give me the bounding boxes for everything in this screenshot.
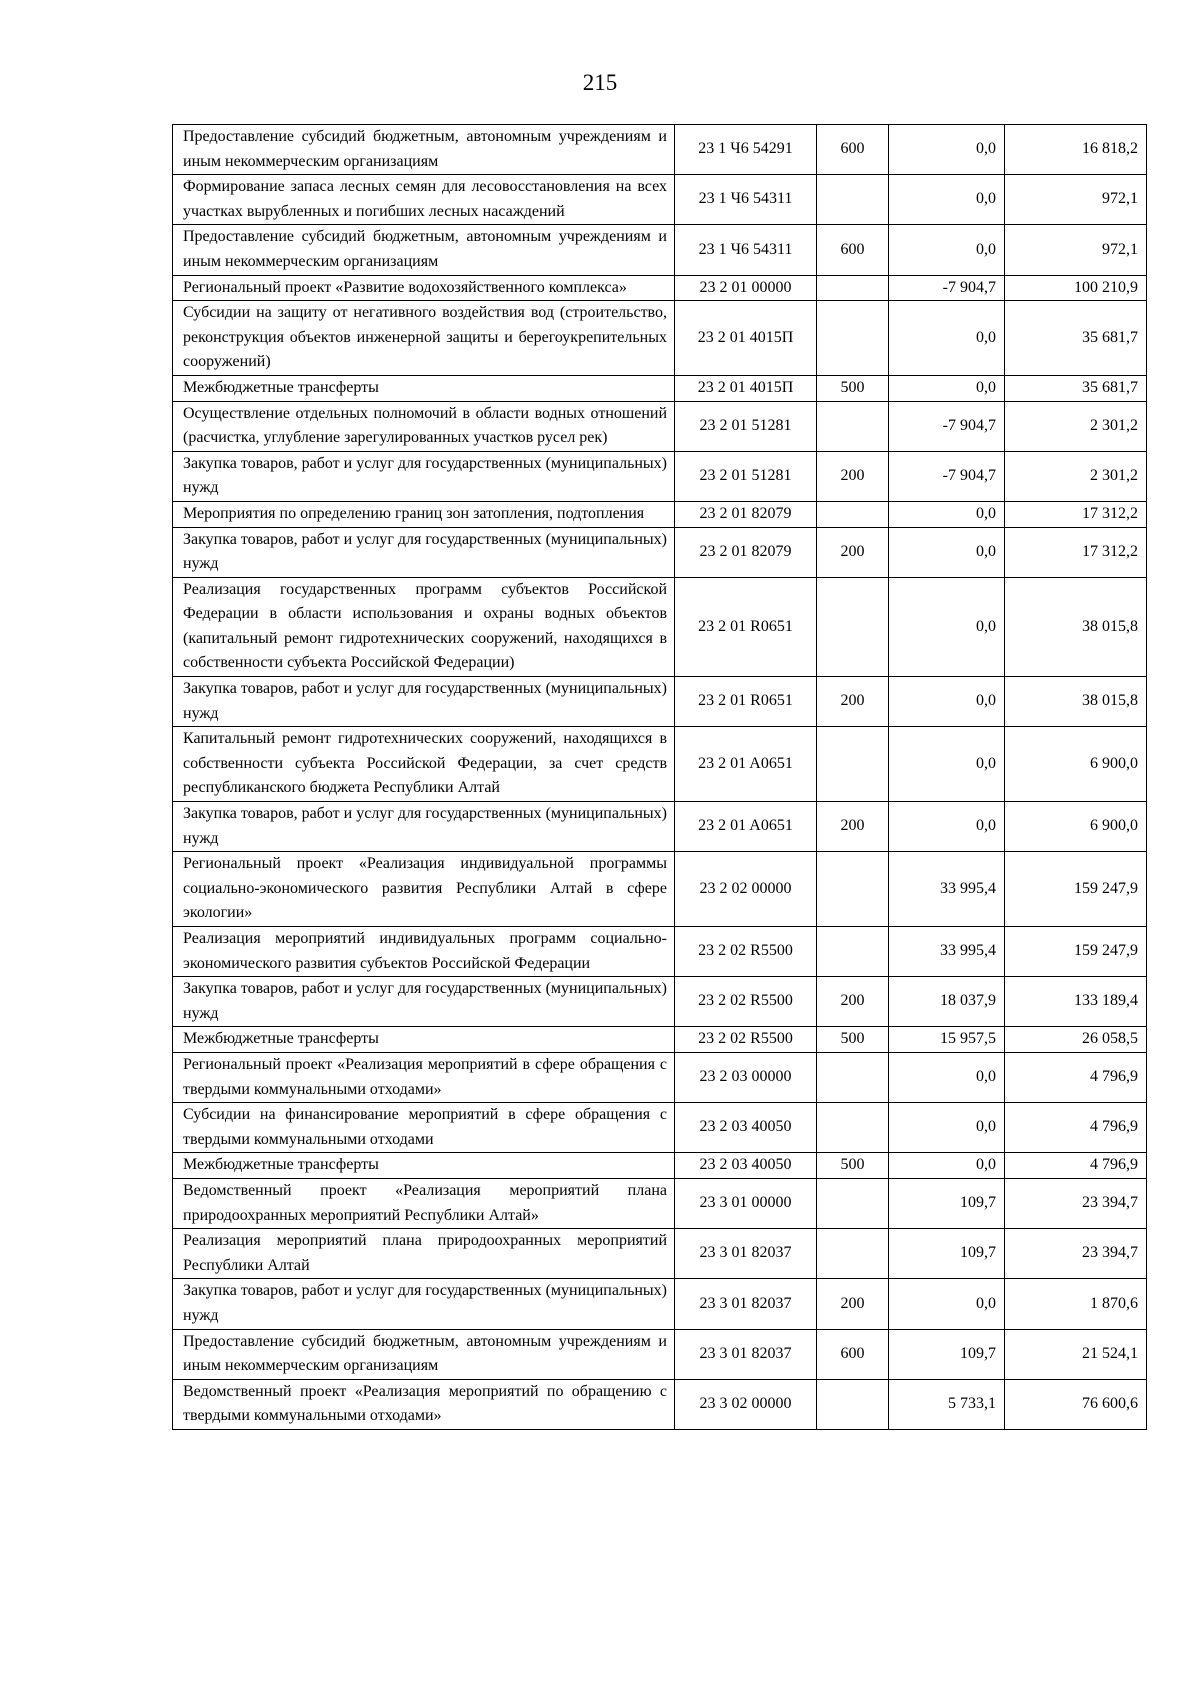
cell-expense-type: 200	[817, 1279, 889, 1329]
cell-change-amount: -7 904,7	[889, 401, 1005, 451]
cell-code: 23 3 01 82037	[675, 1279, 817, 1329]
cell-code: 23 3 01 82037	[675, 1329, 817, 1379]
cell-total-amount: 972,1	[1005, 225, 1147, 275]
cell-total-amount: 2 301,2	[1005, 451, 1147, 501]
cell-total-amount: 1 870,6	[1005, 1279, 1147, 1329]
cell-total-amount: 972,1	[1005, 175, 1147, 225]
cell-change-amount: -7 904,7	[889, 275, 1005, 301]
cell-code: 23 2 01 R0651	[675, 577, 817, 676]
cell-change-amount: -7 904,7	[889, 451, 1005, 501]
table-row	[173, 301, 1147, 376]
cell-name: Региональный проект «Развитие водохозяйственного комплекса»	[173, 275, 675, 301]
cell-total-amount: 159 247,9	[1005, 927, 1147, 977]
cell-name: Закупка товаров, работ и услуг для государственных (муниципальных) нужд	[173, 451, 675, 501]
cell-name: Реализация мероприятий индивидуальных программ социально-экономического развития субъектов Российской Федерации	[173, 927, 675, 977]
cell-expense-type: 500	[817, 1153, 889, 1179]
cell-code: 23 2 01 A0651	[675, 802, 817, 852]
table-row	[173, 1329, 1147, 1379]
cell-name: Закупка товаров, работ и услуг для государственных (муниципальных) нужд	[173, 527, 675, 577]
cell-code: 23 2 01 51281	[675, 401, 817, 451]
cell-name: Закупка товаров, работ и услуг для государственных (муниципальных) нужд	[173, 977, 675, 1027]
cell-change-amount: 109,7	[889, 1229, 1005, 1279]
cell-code: 23 2 02 R5500	[675, 977, 817, 1027]
cell-expense-type: 500	[817, 375, 889, 401]
cell-code: 23 2 01 00000	[675, 275, 817, 301]
cell-name: Межбюджетные трансферты	[173, 375, 675, 401]
cell-total-amount: 38 015,8	[1005, 677, 1147, 727]
cell-name: Формирование запаса лесных семян для лесовосстановления на всех участках вырубленных и погибших лесных насаждений	[173, 175, 675, 225]
table-row	[173, 677, 1147, 727]
cell-change-amount: 0,0	[889, 501, 1005, 527]
cell-expense-type	[817, 1178, 889, 1228]
cell-change-amount: 109,7	[889, 1329, 1005, 1379]
cell-total-amount: 159 247,9	[1005, 852, 1147, 927]
cell-code: 23 3 01 82037	[675, 1229, 817, 1279]
cell-total-amount: 38 015,8	[1005, 577, 1147, 676]
cell-total-amount: 23 394,7	[1005, 1229, 1147, 1279]
table-row	[173, 1027, 1147, 1053]
cell-total-amount: 23 394,7	[1005, 1178, 1147, 1228]
cell-name: Предоставление субсидий бюджетным, автономным учреждениям и иным некоммерческим организациям	[173, 125, 675, 175]
cell-total-amount: 16 818,2	[1005, 125, 1147, 175]
cell-expense-type	[817, 501, 889, 527]
cell-total-amount: 133 189,4	[1005, 977, 1147, 1027]
budget-table-body	[173, 125, 1147, 1430]
cell-total-amount: 17 312,2	[1005, 501, 1147, 527]
cell-total-amount: 6 900,0	[1005, 727, 1147, 802]
cell-expense-type	[817, 301, 889, 376]
cell-change-amount: 0,0	[889, 125, 1005, 175]
cell-change-amount: 0,0	[889, 175, 1005, 225]
table-row	[173, 802, 1147, 852]
cell-change-amount: 109,7	[889, 1178, 1005, 1228]
cell-code: 23 1 Ч6 54311	[675, 175, 817, 225]
cell-expense-type: 600	[817, 225, 889, 275]
table-row	[173, 225, 1147, 275]
table-row	[173, 275, 1147, 301]
cell-total-amount: 35 681,7	[1005, 301, 1147, 376]
table-row	[173, 1229, 1147, 1279]
cell-change-amount: 0,0	[889, 727, 1005, 802]
cell-expense-type	[817, 275, 889, 301]
cell-name: Реализация мероприятий плана природоохранных мероприятий Республики Алтай	[173, 1229, 675, 1279]
cell-expense-type	[817, 175, 889, 225]
cell-name: Осуществление отдельных полномочий в области водных отношений (расчистка, углубление зарегулированных участков русел рек)	[173, 401, 675, 451]
cell-change-amount: 0,0	[889, 527, 1005, 577]
cell-total-amount: 2 301,2	[1005, 401, 1147, 451]
cell-expense-type: 600	[817, 1329, 889, 1379]
cell-total-amount: 17 312,2	[1005, 527, 1147, 577]
table-row	[173, 1052, 1147, 1102]
cell-change-amount: 0,0	[889, 1103, 1005, 1153]
table-row	[173, 375, 1147, 401]
table-row	[173, 727, 1147, 802]
cell-expense-type	[817, 852, 889, 927]
table-row	[173, 1279, 1147, 1329]
cell-total-amount: 21 524,1	[1005, 1329, 1147, 1379]
cell-expense-type: 600	[817, 125, 889, 175]
cell-name: Закупка товаров, работ и услуг для государственных (муниципальных) нужд	[173, 1279, 675, 1329]
cell-change-amount: 0,0	[889, 1052, 1005, 1102]
cell-code: 23 2 02 R5500	[675, 927, 817, 977]
cell-code: 23 3 02 00000	[675, 1379, 817, 1429]
cell-change-amount: 0,0	[889, 1279, 1005, 1329]
cell-total-amount: 4 796,9	[1005, 1103, 1147, 1153]
cell-change-amount: 0,0	[889, 677, 1005, 727]
cell-code: 23 2 01 51281	[675, 451, 817, 501]
table-row	[173, 1379, 1147, 1429]
cell-name: Субсидии на защиту от негативного воздействия вод (строительство, реконструкция объектов инженерной защиты и берегоукрепительных сооружений)	[173, 301, 675, 376]
table-row	[173, 1178, 1147, 1228]
cell-name: Ведомственный проект «Реализация мероприятий плана природоохранных мероприятий Республики Алтай»	[173, 1178, 675, 1228]
cell-change-amount: 33 995,4	[889, 852, 1005, 927]
cell-code: 23 2 02 00000	[675, 852, 817, 927]
table-row	[173, 577, 1147, 676]
cell-change-amount: 5 733,1	[889, 1379, 1005, 1429]
table-row	[173, 1103, 1147, 1153]
cell-name: Предоставление субсидий бюджетным, автономным учреждениям и иным некоммерческим организациям	[173, 1329, 675, 1379]
cell-change-amount: 0,0	[889, 301, 1005, 376]
cell-change-amount: 0,0	[889, 577, 1005, 676]
cell-name: Субсидии на финансирование мероприятий в сфере обращения с твердыми коммунальными отходами	[173, 1103, 675, 1153]
cell-name: Мероприятия по определению границ зон затопления, подтопления	[173, 501, 675, 527]
cell-name: Закупка товаров, работ и услуг для государственных (муниципальных) нужд	[173, 677, 675, 727]
table-row	[173, 927, 1147, 977]
cell-name: Межбюджетные трансферты	[173, 1027, 675, 1053]
budget-table	[172, 124, 1147, 1430]
cell-expense-type	[817, 1052, 889, 1102]
cell-code: 23 2 03 00000	[675, 1052, 817, 1102]
cell-expense-type	[817, 401, 889, 451]
table-row	[173, 977, 1147, 1027]
cell-change-amount: 0,0	[889, 225, 1005, 275]
table-row	[173, 125, 1147, 175]
table-row	[173, 451, 1147, 501]
cell-expense-type	[817, 1103, 889, 1153]
cell-code: 23 2 03 40050	[675, 1103, 817, 1153]
cell-code: 23 2 01 4015П	[675, 301, 817, 376]
table-row	[173, 175, 1147, 225]
cell-change-amount: 0,0	[889, 802, 1005, 852]
table-row	[173, 852, 1147, 927]
cell-code: 23 2 01 A0651	[675, 727, 817, 802]
cell-total-amount: 35 681,7	[1005, 375, 1147, 401]
cell-expense-type: 200	[817, 451, 889, 501]
cell-change-amount: 0,0	[889, 375, 1005, 401]
cell-change-amount: 15 957,5	[889, 1027, 1005, 1053]
cell-code: 23 1 Ч6 54291	[675, 125, 817, 175]
cell-change-amount: 0,0	[889, 1153, 1005, 1179]
cell-total-amount: 26 058,5	[1005, 1027, 1147, 1053]
cell-code: 23 2 01 R0651	[675, 677, 817, 727]
table-row	[173, 1153, 1147, 1179]
cell-total-amount: 6 900,0	[1005, 802, 1147, 852]
cell-total-amount: 4 796,9	[1005, 1052, 1147, 1102]
cell-expense-type	[817, 727, 889, 802]
table-row	[173, 527, 1147, 577]
cell-total-amount: 100 210,9	[1005, 275, 1147, 301]
cell-name: Региональный проект «Реализация мероприятий в сфере обращения с твердыми коммунальными отходами»	[173, 1052, 675, 1102]
cell-code: 23 2 02 R5500	[675, 1027, 817, 1053]
cell-code: 23 2 01 82079	[675, 527, 817, 577]
page-number: 215	[582, 70, 618, 95]
cell-expense-type	[817, 1379, 889, 1429]
cell-name: Капитальный ремонт гидротехнических сооружений, находящихся в собственности субъекта Российской Федерации, за счет средств республиканского бюджета Республики Алтай	[173, 727, 675, 802]
cell-name: Ведомственный проект «Реализация мероприятий по обращению с твердыми коммунальными отходами»	[173, 1379, 675, 1429]
cell-name: Реализация государственных программ субъектов Российской Федерации в области использования и охраны водных объектов (капитальный ремонт гидротехнических сооружений, находящихся в собственности субъекта Российской Федерации)	[173, 577, 675, 676]
cell-expense-type	[817, 927, 889, 977]
cell-expense-type: 200	[817, 527, 889, 577]
cell-total-amount: 76 600,6	[1005, 1379, 1147, 1429]
cell-expense-type	[817, 577, 889, 676]
cell-total-amount: 4 796,9	[1005, 1153, 1147, 1179]
cell-name: Межбюджетные трансферты	[173, 1153, 675, 1179]
cell-code: 23 2 01 4015П	[675, 375, 817, 401]
cell-expense-type	[817, 1229, 889, 1279]
table-row	[173, 401, 1147, 451]
cell-code: 23 2 01 82079	[675, 501, 817, 527]
cell-name: Закупка товаров, работ и услуг для государственных (муниципальных) нужд	[173, 802, 675, 852]
cell-code: 23 2 03 40050	[675, 1153, 817, 1179]
cell-change-amount: 33 995,4	[889, 927, 1005, 977]
cell-name: Региональный проект «Реализация индивидуальной программы социально-экономического развития Республики Алтай в сфере экологии»	[173, 852, 675, 927]
cell-code: 23 1 Ч6 54311	[675, 225, 817, 275]
cell-expense-type: 200	[817, 677, 889, 727]
cell-expense-type: 200	[817, 977, 889, 1027]
cell-change-amount: 18 037,9	[889, 977, 1005, 1027]
cell-code: 23 3 01 00000	[675, 1178, 817, 1228]
cell-expense-type: 500	[817, 1027, 889, 1053]
table-row	[173, 501, 1147, 527]
cell-name: Предоставление субсидий бюджетным, автономным учреждениям и иным некоммерческим организациям	[173, 225, 675, 275]
cell-expense-type: 200	[817, 802, 889, 852]
